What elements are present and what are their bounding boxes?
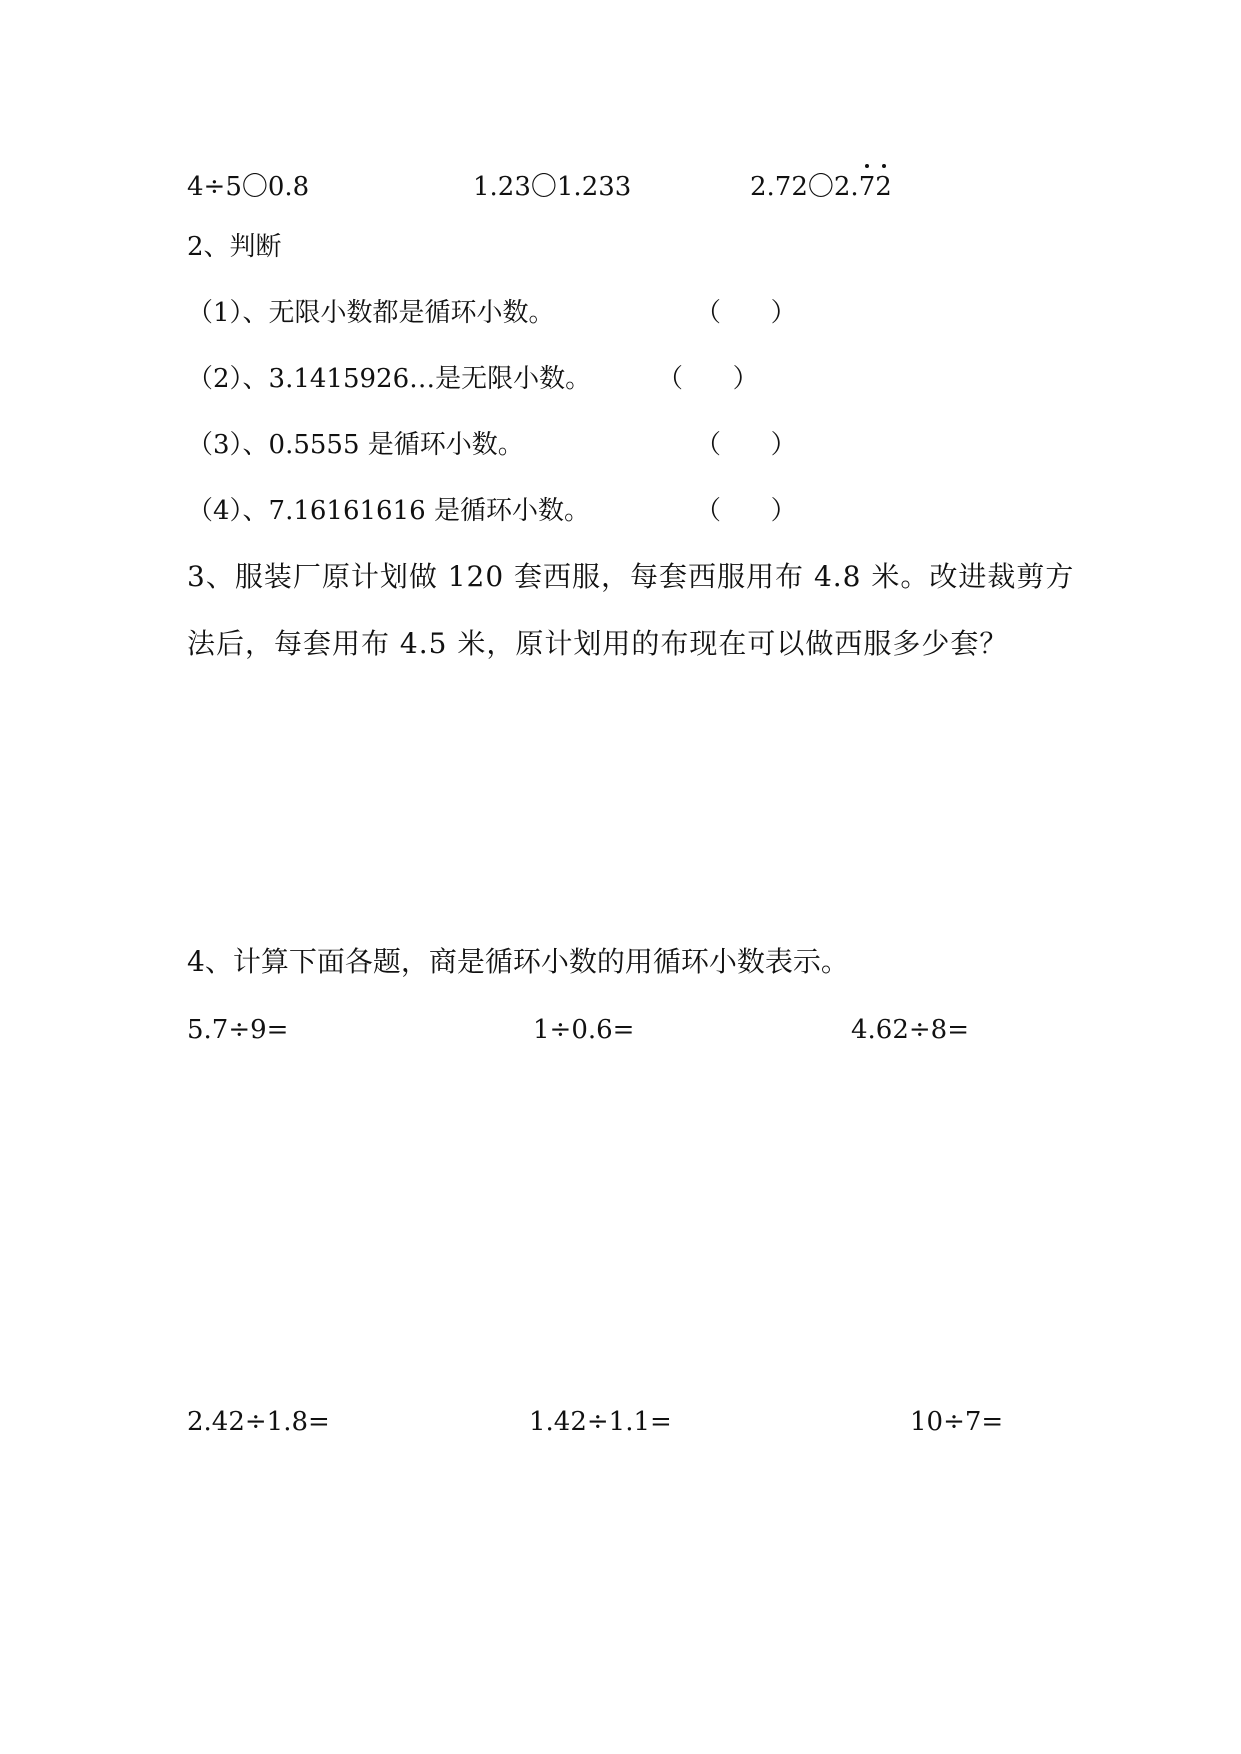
compare-item-1: 4÷5〇0.8 — [187, 172, 310, 202]
calc-problem: 10÷7= — [910, 1407, 1004, 1437]
section-2-heading: 2、判断 — [187, 232, 282, 262]
compare-item-2: 1.23〇1.233 — [473, 172, 632, 202]
judge-answer-blank-2[interactable]: （ ） — [657, 364, 759, 394]
calc-problem: 4.62÷8= — [851, 1015, 970, 1045]
repeat-dot-icon — [865, 164, 869, 168]
judge-answer-blank-4[interactable]: （ ） — [695, 496, 797, 526]
section-4-heading: 4、计算下面各题，商是循环小数的用循环小数表示。 — [187, 945, 849, 978]
judge-item-3: （3）、0.5555 是循环小数。 — [187, 430, 524, 460]
repeating-digit: 2 — [875, 170, 892, 204]
compare-item-3 — [750, 170, 892, 204]
calc-problem: 5.7÷9= — [187, 1015, 289, 1045]
judge-answer-blank-3[interactable]: （ ） — [695, 430, 797, 460]
judge-item-2: （2）、3.1415926…是无限小数。 — [187, 364, 592, 394]
repeating-digit: 7 — [859, 170, 876, 204]
judge-answer-blank-1[interactable]: （ ） — [695, 298, 797, 328]
section-3-line-1: 3、服装厂原计划做 120 套西服，每套西服用布 4.8 米。改进裁剪方 — [187, 560, 1075, 593]
calc-problem: 2.42÷1.8= — [187, 1407, 330, 1437]
compare-item-3-prefix: 2.72〇2. — [750, 172, 859, 202]
repeat-dot-icon — [882, 164, 886, 168]
judge-item-4: （4）、7.16161616 是循环小数。 — [187, 496, 590, 526]
judge-item-1: （1）、无限小数都是循环小数。 — [187, 298, 555, 328]
calc-problem: 1.42÷1.1= — [529, 1407, 672, 1437]
section-3-line-2: 法后，每套用布 4.5 米，原计划用的布现在可以做西服多少套？ — [187, 627, 1009, 660]
calc-problem: 1÷0.6= — [533, 1015, 635, 1045]
